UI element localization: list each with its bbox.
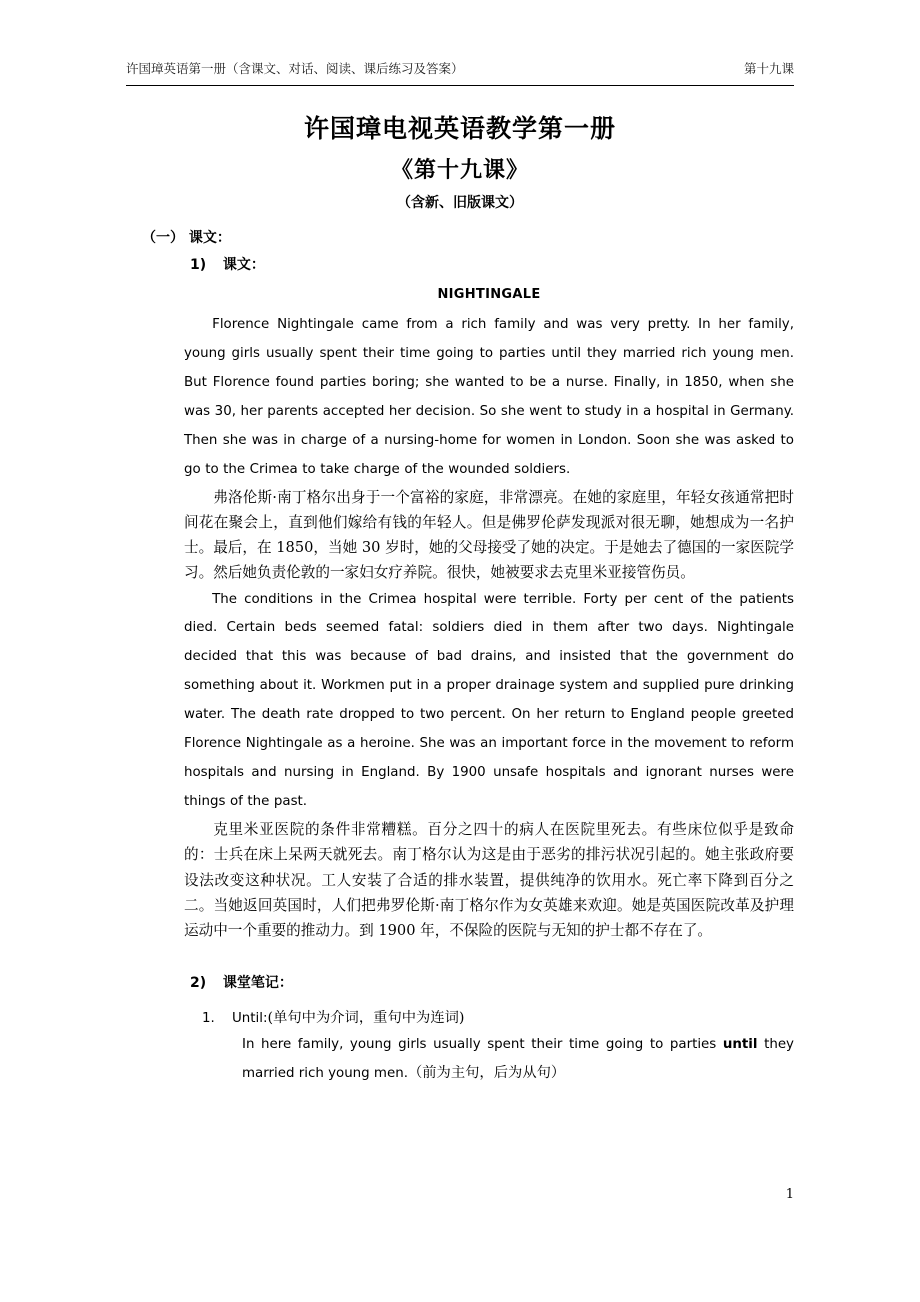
document-body — [126, 110, 794, 1088]
header-divider — [126, 85, 794, 86]
subsection-heading-text — [126, 255, 794, 277]
running-header-left: 许国璋英语第一册（含课文、对话、阅读、课后练习及答案） — [126, 61, 464, 76]
subsection-one-label: 课文： — [222, 257, 265, 274]
subsection-two-marker: 2) — [190, 975, 207, 992]
subsection-one-marker: 1) — [190, 257, 207, 274]
section-heading-one — [126, 228, 794, 250]
note-example-before: In here family, young girls usually spent their time going to parties — [242, 1037, 723, 1053]
page-title-note: （含新、旧版课文） — [397, 194, 523, 211]
note-example — [242, 1032, 794, 1088]
note-example-annotation: （前为主句，后为从句） — [407, 1064, 566, 1081]
subsection-heading-notes — [126, 973, 794, 995]
page-title: 许国璋电视英语教学第一册 — [303, 114, 616, 143]
lesson-paragraph-cn-1: 弗洛伦斯·南丁格尔出身于一个富裕的家庭，非常漂亮。在她的家庭里，年轻女孩通常把时间花在聚会上，直到他们嫁给有钱的年轻人。但是佛罗伦萨发现派对很无聊，她想成为一名护士。最后，在 1850，当她 30 岁时，她的父母接受了她的决定。于是她去了德国的一家医院学习。然后她负责伦敦的一家妇女疗养院。很快，她被要求去克里米亚接管伤员。 — [184, 488, 794, 582]
page-subtitle: 《第十九课》 — [390, 156, 529, 183]
note-number: 1. — [202, 1011, 215, 1027]
note-term: Until: — [232, 1011, 268, 1027]
lesson-text-block — [126, 287, 794, 943]
note-term-line — [202, 1005, 794, 1032]
section-one-marker: （一） — [142, 229, 184, 246]
section-one-label: 课文： — [188, 229, 231, 246]
lesson-paragraph-cn-2: 克里米亚医院的条件非常糟糕。百分之四十的病人在医院里死去。有些床位似乎是致命的：士兵在床上呆两天就死去。南丁格尔认为这是由于恶劣的排污状况引起的。她主张政府要设法改变这种状况。工人安装了合适的排水装置，提供纯净的饮用水。死亡率下降到百分之二。当她返回英国时，人们把弗罗伦斯·南丁格尔作为女英雄来欢迎。她是英国医院改革及护理运动中一个重要的推动力。到 1900 年，不保险的医院与无知的护士都不存在了。 — [184, 821, 794, 940]
note-term-annotation: (单句中为介词，重句中为连词) — [267, 1010, 465, 1027]
page-number: 1 — [785, 1187, 794, 1202]
lesson-paragraph-en-2: The conditions in the Crimea hospital were terrible. Forty per cent of the patients died. Certain beds seemed fatal: soldiers died in them after two days. Nightingale decided that this was because of bad drains, and insisted that the government do something about it. Workmen put in a proper drainage system and supplied pure drinking water. The death rate dropped to two percent. On her return to England people greeted Florence Nightingale as a heroine. She was an important force in the movement to reform hospitals and nursing in England. By 1900 unsafe hospitals and ignorant nurses were things of the past. — [184, 591, 794, 810]
note-example-keyword: until — [722, 1037, 758, 1053]
running-header — [126, 60, 794, 78]
lesson-paragraph-en-1: Florence Nightingale came from a rich family and was very pretty. In her family, young girls usually spent their time going to parties until they married rich young men. But Florence found parties boring; she wanted to be a nurse. Finally, in 1850, when she was 30, her parents accepted her decision. So she went to study in a hospital in Germany. Then she was in charge of a nursing-home for women in London. Soon she was asked to go to the Crimea to take charge of the wounded soldiers. — [184, 316, 794, 477]
lesson-heading: NIGHTINGALE — [437, 286, 541, 302]
running-header-right: 第十九课 — [743, 61, 794, 76]
note-item — [126, 1005, 794, 1088]
note-example-block — [202, 1032, 794, 1088]
note-example-after: they married rich young men. — [242, 1037, 794, 1081]
subsection-two-label: 课堂笔记： — [222, 975, 293, 992]
